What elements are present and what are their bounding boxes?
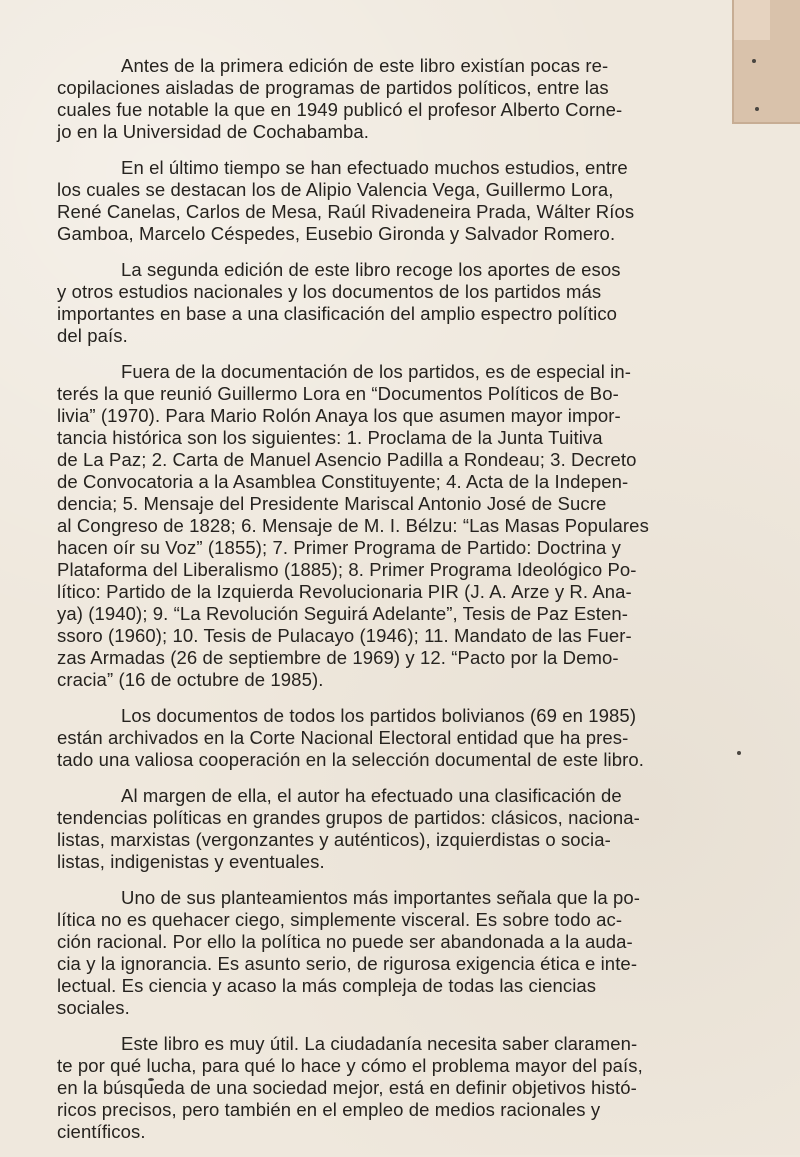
text-line: de La Paz; 2. Carta de Manuel Asencio Padilla a Rondeau; 3. Decreto (57, 449, 637, 470)
text-line: tado una valiosa cooperación en la selección documental de este libro. (57, 749, 645, 770)
text-line: Al margen de ella, el autor ha efectuado una clasificación de (121, 785, 622, 806)
paper-speck (737, 751, 741, 755)
text-line: jo en la Universidad de Cochabamba. (57, 121, 370, 142)
text-line: científicos. (57, 1121, 146, 1142)
text-line: Los documentos de todos los partidos bolivianos (69 en 1985) (121, 705, 637, 726)
text-line: ssoro (1960); 10. Tesis de Pulacayo (1946); 11. Mandato de las Fuer- (57, 625, 632, 646)
text-line: y otros estudios nacionales y los documentos de los partidos más (57, 281, 602, 302)
text-line: sociales. (57, 997, 130, 1018)
paper-speck (755, 107, 759, 111)
text-line: lítica no es quehacer ciego, simplemente visceral. Es sobre todo ac- (57, 909, 623, 930)
text-line: En el último tiempo se han efectuado muchos estudios, entre (121, 157, 628, 178)
text-line: ricos precisos, pero también en el empleo de medios racionales y (57, 1099, 601, 1120)
text-line: Este libro es muy útil. La ciudadanía necesita saber claramen- (121, 1033, 638, 1054)
paragraph-7 (57, 887, 727, 1019)
text-line: lectual. Es ciencia y acaso la más compleja de todas las ciencias (57, 975, 597, 996)
paragraph-5 (57, 705, 727, 771)
text-line: zas Armadas (26 de septiembre de 1969) y 12. “Pacto por la Demo- (57, 647, 619, 668)
text-line: del país. (57, 325, 128, 346)
page-corner-fold (734, 0, 770, 40)
text-line: te por qué lucha, para qué lo hace y cómo el problema mayor del país, (57, 1055, 643, 1076)
document-body (57, 55, 727, 1157)
paper-speck (752, 59, 756, 63)
text-line: listas, marxistas (vergonzantes y auténticos), izquierdistas o socia- (57, 829, 611, 850)
text-line: Fuera de la documentación de los partidos, es de especial in- (121, 361, 632, 382)
paragraph-1 (57, 55, 727, 143)
text-line: dencia; 5. Mensaje del Presidente Mariscal Antonio José de Sucre (57, 493, 607, 514)
text-line: cracia” (16 de octubre de 1985). (57, 669, 324, 690)
text-line: tendencias políticas en grandes grupos de partidos: clásicos, naciona- (57, 807, 640, 828)
paragraph-3 (57, 259, 727, 347)
text-line: livia” (1970). Para Mario Rolón Anaya los que asumen mayor impor- (57, 405, 621, 426)
text-line: ya) (1940); 9. “La Revolución Seguirá Adelante”, Tesis de Paz Esten- (57, 603, 629, 624)
text-line: importantes en base a una clasificación del amplio espectro político (57, 303, 618, 324)
text-line: al Congreso de 1828; 6. Mensaje de M. I. Bélzu: “Las Masas Populares (57, 515, 649, 536)
text-line: están archivados en la Corte Nacional Electoral entidad que ha pres- (57, 727, 629, 748)
text-line: Antes de la primera edición de este libro existían pocas re- (121, 55, 609, 76)
text-line: tancia histórica son los siguientes: 1. Proclama de la Junta Tuitiva (57, 427, 603, 448)
text-line: Gamboa, Marcelo Céspedes, Eusebio Gironda y Salvador Romero. (57, 223, 616, 244)
text-line: cuales fue notable la que en 1949 publicó el profesor Alberto Corne- (57, 99, 623, 120)
paragraph-4 (57, 361, 727, 691)
paragraph-2 (57, 157, 727, 245)
text-line: La segunda edición de este libro recoge los aportes de esos (121, 259, 621, 280)
text-line: Plataforma del Liberalismo (1885); 8. Primer Programa Ideológico Po- (57, 559, 637, 580)
text-line: hacen oír su Voz” (1855); 7. Primer Programa de Partido: Doctrina y (57, 537, 622, 558)
text-line: Uno de sus planteamientos más importantes señala que la po- (121, 887, 641, 908)
text-line: de Convocatoria a la Asamblea Constituyente; 4. Acta de la Indepen- (57, 471, 629, 492)
paragraph-8 (57, 1033, 727, 1143)
text-line: terés la que reunió Guillermo Lora en “Documentos Políticos de Bo- (57, 383, 619, 404)
text-line: copilaciones aisladas de programas de partidos políticos, entre las (57, 77, 609, 98)
text-line: cia y la ignorancia. Es asunto serio, de rigurosa exigencia ética e inte- (57, 953, 638, 974)
text-line: los cuales se destacan los de Alipio Valencia Vega, Guillermo Lora, (57, 179, 614, 200)
text-line: lítico: Partido de la Izquierda Revolucionaria PIR (J. A. Arze y R. Ana- (57, 581, 632, 602)
paragraph-6 (57, 785, 727, 873)
text-line: René Canelas, Carlos de Mesa, Raúl Rivadeneira Prada, Wálter Ríos (57, 201, 635, 222)
text-line: en la búsqueda de una sociedad mejor, está en definir objetivos histó- (57, 1077, 637, 1098)
text-line: ción racional. Por ello la política no puede ser abandonada a la auda- (57, 931, 633, 952)
text-line: listas, indigenistas y eventuales. (57, 851, 325, 872)
